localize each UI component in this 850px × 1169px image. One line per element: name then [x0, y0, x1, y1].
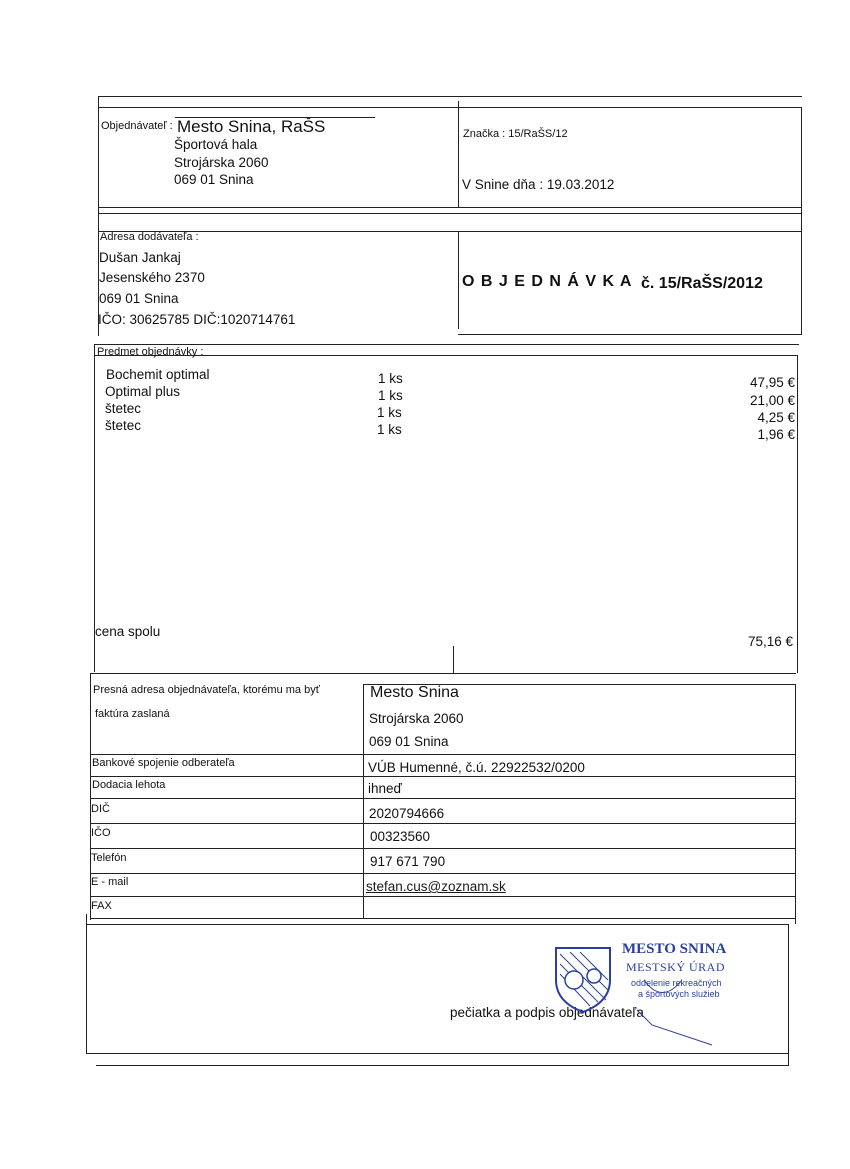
- row-value-phone: 917 671 790: [370, 854, 446, 869]
- stamp-title: MESTO SNINA: [622, 941, 727, 957]
- total-value: 75,16 €: [747, 634, 793, 649]
- item-qty: 1 ks: [378, 388, 403, 403]
- order-title: O B J E D N Á V K A: [462, 273, 633, 290]
- row-label-ico: IČO: [91, 827, 111, 839]
- item-name: Optimal plus: [105, 384, 181, 399]
- row-value-dic: 2020794666: [369, 806, 445, 821]
- stamp-line2: a športových služieb: [638, 989, 720, 999]
- row-label-email: E - mail: [91, 876, 129, 888]
- order-mark: Značka : 15/RaŠS/12: [463, 128, 568, 140]
- order-date: [462, 177, 614, 192]
- supplier-label: Adresa dodávateľa :: [100, 231, 199, 243]
- billing-name: Mesto Snina: [370, 684, 459, 701]
- orderer-line4: 069 01 Snina: [174, 172, 254, 187]
- row-value-delivery: ihneď: [368, 781, 402, 796]
- billing-street: Strojárska 2060: [369, 711, 464, 726]
- row-label-dic: DIČ: [91, 803, 110, 815]
- row-value-bank: VÚB Humenné, č.ú. 22922532/0200: [368, 760, 585, 775]
- date-prefix: V Snine dňa: [462, 177, 536, 192]
- item-price: 1,96 €: [757, 427, 795, 442]
- official-stamp: [552, 940, 742, 1050]
- billing-city: 069 01 Snina: [369, 734, 449, 749]
- item-name: Bochemit optimal: [106, 367, 210, 382]
- item-qty: 1 ks: [377, 405, 402, 420]
- date-value: : 19.03.2012: [539, 177, 615, 192]
- subject-label: Predmet objednávky :: [97, 346, 204, 358]
- item-name: štetec: [105, 401, 142, 416]
- supplier-street: Jesenského 2370: [99, 270, 205, 285]
- item-name: štetec: [105, 418, 142, 433]
- supplier-city: 069 01 Snina: [99, 291, 179, 306]
- supplier-name: Dušan Jankaj: [99, 250, 181, 265]
- item-qty: 1 ks: [377, 422, 402, 437]
- row-value-email[interactable]: stefan.cus@zoznam.sk: [366, 879, 506, 894]
- orderer-name: Mesto Snina, RaŠS: [177, 117, 326, 136]
- row-label-bank: Bankové spojenie odberateľa: [92, 757, 235, 769]
- row-label-fax: FAX: [91, 900, 112, 912]
- orderer-line3: Strojárska 2060: [174, 155, 269, 170]
- item-price: 47,95 €: [749, 375, 795, 390]
- item-price: 21,00 €: [749, 393, 795, 408]
- row-label-phone: Telefón: [91, 852, 127, 864]
- billing-label-1: Presná adresa objednávateľa, ktorému ma byť: [93, 684, 320, 696]
- orderer-line2: Športová hala: [174, 137, 258, 152]
- item-qty: 1 ks: [378, 371, 403, 386]
- row-value-ico: 00323560: [370, 829, 431, 844]
- signature-caption: pečiatka a podpis objednávateľa: [450, 1005, 644, 1020]
- row-label-delivery: Dodacia lehota: [92, 779, 166, 791]
- supplier-ids: IČO: 30625785 DIČ:1020714761: [98, 312, 296, 327]
- stamp-subtitle: MESTSKÝ ÚRAD: [626, 960, 726, 974]
- item-price: 4,25 €: [757, 410, 795, 425]
- order-number: č. 15/RaŠS/2012: [641, 275, 763, 292]
- total-label: cena spolu: [95, 624, 161, 639]
- billing-label-2: faktúra zaslaná: [95, 708, 170, 720]
- orderer-label: Objednávateľ :: [101, 120, 173, 132]
- stamp-line1: oddelenie rekreačných: [631, 978, 722, 988]
